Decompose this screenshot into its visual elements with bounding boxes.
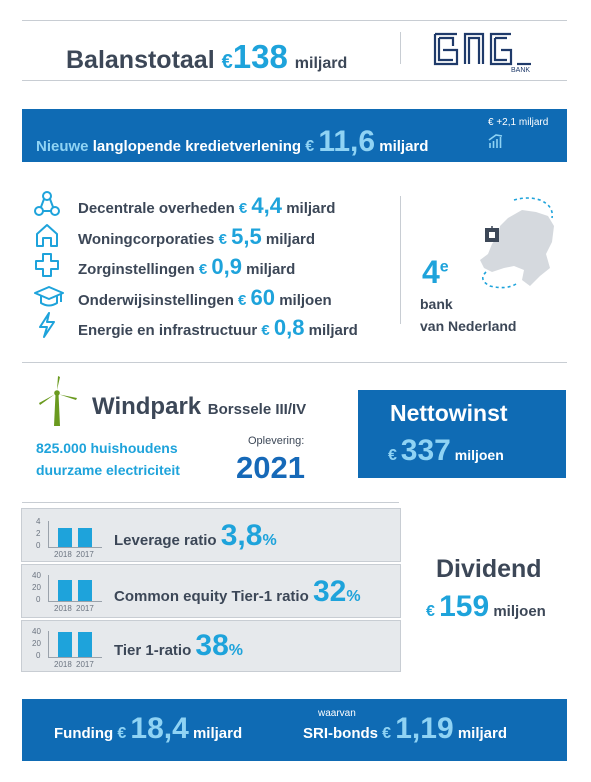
nettowinst-value-line bbox=[388, 434, 504, 468]
sri-currency: € bbox=[382, 725, 392, 742]
rank-digit: 4 bbox=[422, 254, 440, 290]
sector-row bbox=[78, 193, 335, 219]
axis-line bbox=[48, 631, 49, 657]
sector-unit: miljard bbox=[265, 231, 316, 248]
bar-2018 bbox=[58, 528, 72, 548]
tick-label: 2 bbox=[36, 529, 41, 538]
funding-unit: miljard bbox=[192, 725, 243, 742]
ratio-panel-tier1 bbox=[21, 620, 401, 672]
year-label: 2018 bbox=[54, 604, 72, 613]
rank-suffix: e bbox=[439, 258, 449, 276]
sector-unit: miljoen bbox=[279, 292, 332, 309]
sector-currency: € bbox=[218, 231, 227, 248]
rank-line2: van Nederland bbox=[420, 318, 517, 334]
credit-currency: € bbox=[305, 138, 315, 155]
mini-chart bbox=[32, 627, 114, 671]
nettowinst-value: 337 bbox=[400, 434, 451, 467]
windpark-line2: duurzame electriciteit bbox=[36, 462, 180, 478]
year-label: 2017 bbox=[76, 604, 94, 613]
nettowinst-unit: miljoen bbox=[454, 447, 504, 463]
sector-currency: € bbox=[238, 292, 247, 309]
sri-label: SRI-bonds bbox=[303, 725, 378, 742]
sector-label: Energie en infrastructuur bbox=[78, 322, 258, 339]
ratio-name: Tier 1-ratio bbox=[114, 642, 192, 659]
rank-line1: bank bbox=[420, 296, 453, 312]
network-icon bbox=[34, 191, 60, 217]
tick-label: 20 bbox=[32, 583, 41, 592]
sector-unit: miljard bbox=[308, 322, 358, 339]
sector-unit: miljard bbox=[246, 261, 296, 278]
tick-label: 4 bbox=[36, 517, 41, 526]
sector-label: Zorginstellingen bbox=[78, 261, 195, 278]
year-label: 2018 bbox=[54, 550, 72, 559]
axis-line bbox=[48, 575, 49, 601]
axis-line bbox=[48, 657, 102, 658]
header-divider bbox=[400, 32, 401, 64]
axis-line bbox=[48, 521, 49, 547]
sector-row bbox=[78, 285, 332, 311]
dividend-title: Dividend bbox=[436, 555, 542, 583]
mini-chart bbox=[36, 517, 114, 561]
credit-headline bbox=[36, 125, 428, 159]
ratio-unit: % bbox=[346, 588, 361, 605]
nettowinst-title: Nettowinst bbox=[390, 400, 508, 426]
credit-label-part1: Nieuwe bbox=[36, 138, 89, 155]
balanstotaal-currency: € bbox=[221, 51, 233, 73]
ratio-top-rule bbox=[22, 502, 399, 503]
ratio-panel-cet1 bbox=[21, 564, 401, 618]
ratio-label bbox=[114, 575, 361, 609]
tick-label: 0 bbox=[36, 541, 41, 550]
balanstotaal-label: Balanstotaal bbox=[66, 46, 215, 74]
bar-2017 bbox=[78, 632, 92, 657]
dividend-value: 159 bbox=[439, 590, 490, 623]
funding-headline bbox=[54, 712, 242, 746]
dividend-value-line bbox=[426, 590, 546, 624]
ratio-value: 3,8 bbox=[220, 519, 263, 552]
graduation-cap-icon bbox=[34, 284, 64, 310]
windpark-name: Windpark bbox=[92, 393, 202, 420]
sector-label: Decentrale overheden bbox=[78, 200, 235, 217]
nettowinst-currency: € bbox=[388, 447, 397, 464]
sector-value: 0,9 bbox=[211, 254, 242, 279]
house-icon bbox=[34, 222, 60, 248]
mini-chart bbox=[32, 571, 114, 617]
ratio-name: Leverage ratio bbox=[114, 532, 217, 549]
sector-value: 4,4 bbox=[251, 193, 283, 218]
sector-row bbox=[78, 315, 358, 341]
ratio-panel-leverage bbox=[21, 508, 401, 562]
ratio-unit: % bbox=[228, 642, 244, 659]
bar-2017 bbox=[78, 580, 92, 601]
ratio-value: 32 bbox=[312, 575, 347, 608]
dividend-currency: € bbox=[426, 603, 435, 620]
windpark-line1: 825.000 huishoudens bbox=[36, 440, 178, 456]
growth-chart-icon bbox=[488, 133, 504, 149]
credit-change-note: € +2,1 miljard bbox=[488, 117, 549, 128]
credit-unit: miljard bbox=[379, 138, 429, 155]
sri-unit: miljard bbox=[457, 725, 507, 742]
delivery-year: 2021 bbox=[236, 450, 305, 485]
wind-turbine-icon bbox=[36, 376, 78, 426]
top-rule bbox=[22, 20, 567, 21]
bar-2017 bbox=[78, 528, 92, 548]
sector-unit: miljard bbox=[286, 200, 336, 217]
credit-value: 11,6 bbox=[318, 125, 376, 158]
year-label: 2018 bbox=[54, 660, 72, 669]
medical-cross-icon bbox=[34, 252, 60, 278]
bng-logo bbox=[433, 30, 531, 76]
year-label: 2017 bbox=[76, 660, 94, 669]
bng-logo-sub: BANK bbox=[511, 67, 531, 74]
bar-2018 bbox=[58, 580, 72, 601]
windpark-subtitle: Borssele III/IV bbox=[207, 401, 307, 418]
sector-currency: € bbox=[198, 261, 208, 278]
funding-currency: € bbox=[117, 725, 127, 742]
mid-rule bbox=[22, 362, 567, 363]
ratio-label bbox=[114, 519, 277, 553]
balanstotaal-headline bbox=[66, 38, 347, 76]
year-label: 2017 bbox=[76, 550, 94, 559]
dividend-unit: miljoen bbox=[493, 603, 546, 620]
funding-label: Funding bbox=[54, 725, 114, 742]
tick-label: 20 bbox=[32, 639, 41, 648]
sector-label: Woningcorporaties bbox=[78, 231, 215, 248]
sri-headline bbox=[303, 712, 507, 746]
sri-value: 1,19 bbox=[395, 712, 454, 745]
header-rule bbox=[22, 80, 567, 81]
bar-2018 bbox=[58, 632, 72, 657]
sector-row bbox=[78, 224, 315, 250]
lightning-icon bbox=[34, 312, 60, 338]
ratio-value: 38 bbox=[195, 629, 229, 662]
balanstotaal-value: 138 bbox=[232, 38, 288, 75]
sri-prefix: waarvan bbox=[318, 708, 356, 719]
ratio-label bbox=[114, 629, 243, 663]
sector-label: Onderwijsinstellingen bbox=[78, 292, 234, 309]
tick-label: 40 bbox=[32, 571, 41, 580]
sector-currency: € bbox=[261, 322, 270, 339]
axis-line bbox=[48, 601, 102, 602]
tick-label: 0 bbox=[36, 651, 41, 660]
rank-number bbox=[422, 254, 449, 291]
windpark-title bbox=[92, 393, 306, 421]
funding-value: 18,4 bbox=[130, 712, 189, 745]
sector-value: 5,5 bbox=[231, 224, 262, 249]
ratio-unit: % bbox=[262, 532, 277, 549]
balanstotaal-unit: miljard bbox=[294, 55, 348, 72]
sector-value: 60 bbox=[250, 285, 276, 310]
ratio-name: Common equity Tier-1 ratio bbox=[114, 588, 309, 605]
sector-row bbox=[78, 254, 295, 280]
tick-label: 40 bbox=[32, 627, 41, 636]
sector-divider bbox=[400, 196, 401, 324]
tick-label: 0 bbox=[36, 595, 41, 604]
sector-currency: € bbox=[238, 200, 248, 217]
credit-label-part2: langlopende kredietverlening bbox=[92, 138, 302, 155]
netherlands-map-icon bbox=[470, 196, 562, 296]
delivery-label: Oplevering: bbox=[248, 435, 305, 447]
sector-value: 0,8 bbox=[273, 315, 305, 340]
axis-line bbox=[48, 547, 102, 548]
